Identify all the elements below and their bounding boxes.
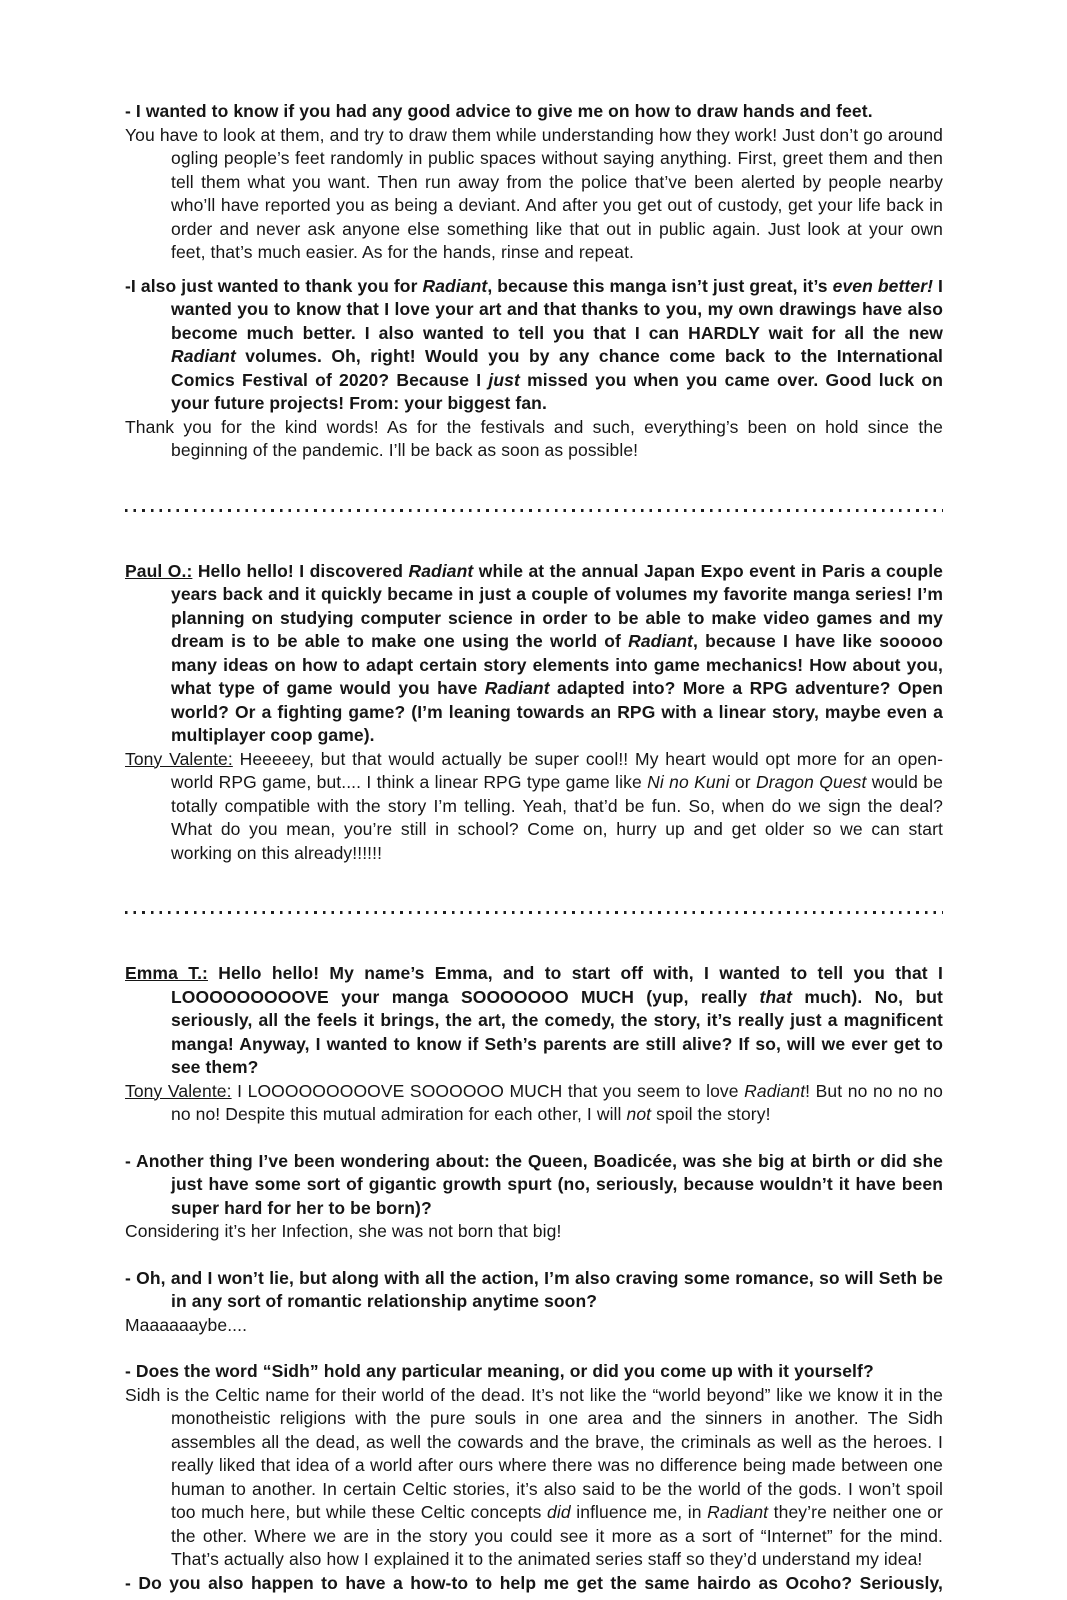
- spacer: [125, 1244, 943, 1267]
- text-segment: -I also just wanted to thank you for: [125, 275, 423, 296]
- text-segment: missed you when you came over. Good luck on your future projects! From: your biggest fan.: [171, 369, 943, 413]
- text-segment: influence me, in: [570, 1502, 708, 1522]
- spacer: [125, 265, 943, 275]
- text-segment: did: [547, 1502, 571, 1522]
- text-segment: Radiant: [707, 1502, 769, 1522]
- text-segment: Hello hello! My name’s Emma, and to start off with, I wanted to tell you that I LOOOOOOOOOVE your manga SOOOOOOO MUCH (yup, really: [171, 963, 943, 1007]
- text-segment: Radiant: [171, 346, 236, 366]
- answer-thank-you-radiant: [125, 416, 943, 463]
- dotted-divider: [125, 509, 943, 512]
- fan-letter-emma: [125, 962, 943, 1080]
- question-ocoho-hairdo: [125, 1572, 943, 1596]
- document-page: [125, 100, 943, 1595]
- text-segment: Maaaaaaybe....: [125, 1314, 248, 1335]
- text-segment: Hello hello! I discovered: [192, 560, 409, 581]
- text-segment: while at the annual Japan Expo event in Paris a couple years back and it quickly became in just a couple of volumes my favorite manga series! I’m planning on studying computer science in order to be able to make video games and my dream is to be able to make one using the world of: [171, 560, 944, 651]
- answer-boadicee: [125, 1220, 943, 1244]
- text-segment: Heeeeey, but that would actually be super cool!! My heart would opt more for an open-world RPG game, but.... I think a linear RPG type game like: [171, 748, 943, 792]
- text-segment: Radiant: [408, 560, 474, 581]
- text-segment: , because I have like sooooo many ideas on how to adapt certain story elements into game mechanics! How about you, what type of game would you have: [171, 631, 943, 698]
- text-segment: not: [626, 1104, 652, 1124]
- text-segment: they’re neither one or the other. Where we are in the story you could see it more as a sort of “Internet” for the mind. That’s actually also how I explained it to the animated series staff so they’d understand my idea!: [171, 1502, 943, 1569]
- text-segment: Radiant: [484, 678, 550, 698]
- text-segment: - Do you also happen to have a how-to to help me get the same hairdo as Ocoho? Seriously,: [125, 1572, 943, 1593]
- speaker-name-tony: Tony Valente:: [125, 1080, 232, 1101]
- text-segment: I LOOOOOOOOOVE SOOOOOO MUCH that you seem to love: [231, 1080, 745, 1101]
- text-segment: , because this manga isn’t just great, it’s: [487, 275, 833, 296]
- text-segment: - Oh, and I won’t lie, but along with all the action, I’m also craving some romance, so will Seth be in any sort of romantic relationship anytime soon?: [125, 1267, 943, 1311]
- answer-sidh: [125, 1384, 943, 1572]
- text-segment: You have to look at them, and try to draw them while understanding how they work! Just don’t go around ogling people’s feet randomly in public spaces without saying anything. First, greet them and then tell them what you want. Then run away from the police that’ve been alerted by people nearby who’ll have reported you as being a deviant. And after you get out of custody, get your life back in order and never ask anyone else something like that out in public again. Just look at your own feet, that’s much easier. As for the hands, rinse and repeat.: [125, 124, 943, 262]
- text-segment: adapted into? More a RPG adventure? Open world? Or a fighting game? (I’m leaning towards an RPG with a linear story, maybe even a multiplayer coop game).: [171, 678, 943, 745]
- text-segment: Ni no Kuni: [647, 772, 730, 792]
- text-segment: that: [759, 986, 793, 1007]
- speaker-name-paul: Paul O.:: [125, 560, 193, 581]
- question-romance: [125, 1267, 943, 1314]
- text-segment: even better!: [832, 275, 934, 296]
- text-segment: spoil the story!: [651, 1104, 771, 1124]
- text-segment: volumes. Oh, right! Would you by any chance come back to the International Comics Festival of 2020? Because I: [171, 346, 943, 390]
- text-segment: or: [729, 772, 756, 792]
- text-segment: Radiant: [744, 1080, 806, 1101]
- text-segment: Sidh is the Celtic name for their world of the dead. It’s not like the “world beyond” like we know it in the monotheistic religions with the pure souls in one area and the sinners in another. The Sidh assembles all the dead, as well the cowards and the brave, the criminals as well as the heroes. I really liked that idea of a world after ours where there was no difference being made between one human to another. In certain Celtic stories, it’s also said to be the world of the gods. I won’t spoil too much here, but while these Celtic concepts: [125, 1384, 943, 1522]
- question-thank-you-radiant: [125, 275, 943, 416]
- text-segment: Considering it’s her Infection, she was not born that big!: [125, 1221, 562, 1241]
- answer-hands-feet: [125, 124, 943, 265]
- text-segment: Dragon Quest: [755, 772, 867, 792]
- fan-letter-paul: [125, 560, 943, 748]
- speaker-name-emma: Emma T.:: [125, 963, 208, 983]
- spacer: [125, 1337, 943, 1360]
- text-segment: - Does the word “Sidh” hold any particular meaning, or did you come up with it yourself?: [125, 1361, 874, 1381]
- text-segment: would be totally compatible with the story I’m telling. Yeah, that’d be fun. So, when do we sign the deal? What do you mean, you’re still in school? Come on, hurry up and get older so we can start working on this already!!!!!!: [171, 772, 943, 863]
- spacer: [125, 1127, 943, 1150]
- text-segment: I wanted you to know that I love your art and that thanks to you, my own drawings have also become much better. I also wanted to tell you that I can HARDLY wait for all the new: [171, 275, 943, 343]
- question-sidh: [125, 1360, 943, 1384]
- question-boadicee: [125, 1150, 943, 1221]
- text-segment: ! But no no no no no no! Despite this mutual admiration for each other, I will: [171, 1080, 943, 1124]
- text-segment: Radiant: [628, 631, 693, 651]
- text-segment: - Another thing I’ve been wondering about: the Queen, Boadicée, was she big at birth or did she just have some sort of gigantic growth spurt (no, seriously, because wouldn’t it have been super hard for her to be born)?: [125, 1150, 943, 1218]
- speaker-name-tony: Tony Valente:: [125, 748, 233, 769]
- question-hands-feet: [125, 100, 943, 124]
- answer-tony-love: [125, 1080, 943, 1127]
- dotted-divider: [125, 911, 943, 914]
- text-segment: Thank you for the kind words! As for the festivals and such, everything’s been on hold since the beginning of the pandemic. I’ll be back as soon as possible!: [125, 416, 943, 460]
- text-segment: just: [488, 369, 520, 390]
- answer-romance: [125, 1314, 943, 1338]
- text-segment: - I wanted to know if you had any good advice to give me on how to draw hands and feet.: [125, 101, 873, 121]
- text-segment: much). No, but seriously, all the feels it brings, the art, the comedy, the story, it’s really just a magnificent manga! Anyway, I wanted to know if Seth’s parents are still alive? If so, will we ever get to see them?: [171, 986, 943, 1077]
- text-segment: Radiant: [422, 275, 488, 296]
- answer-tony-game: [125, 748, 943, 866]
